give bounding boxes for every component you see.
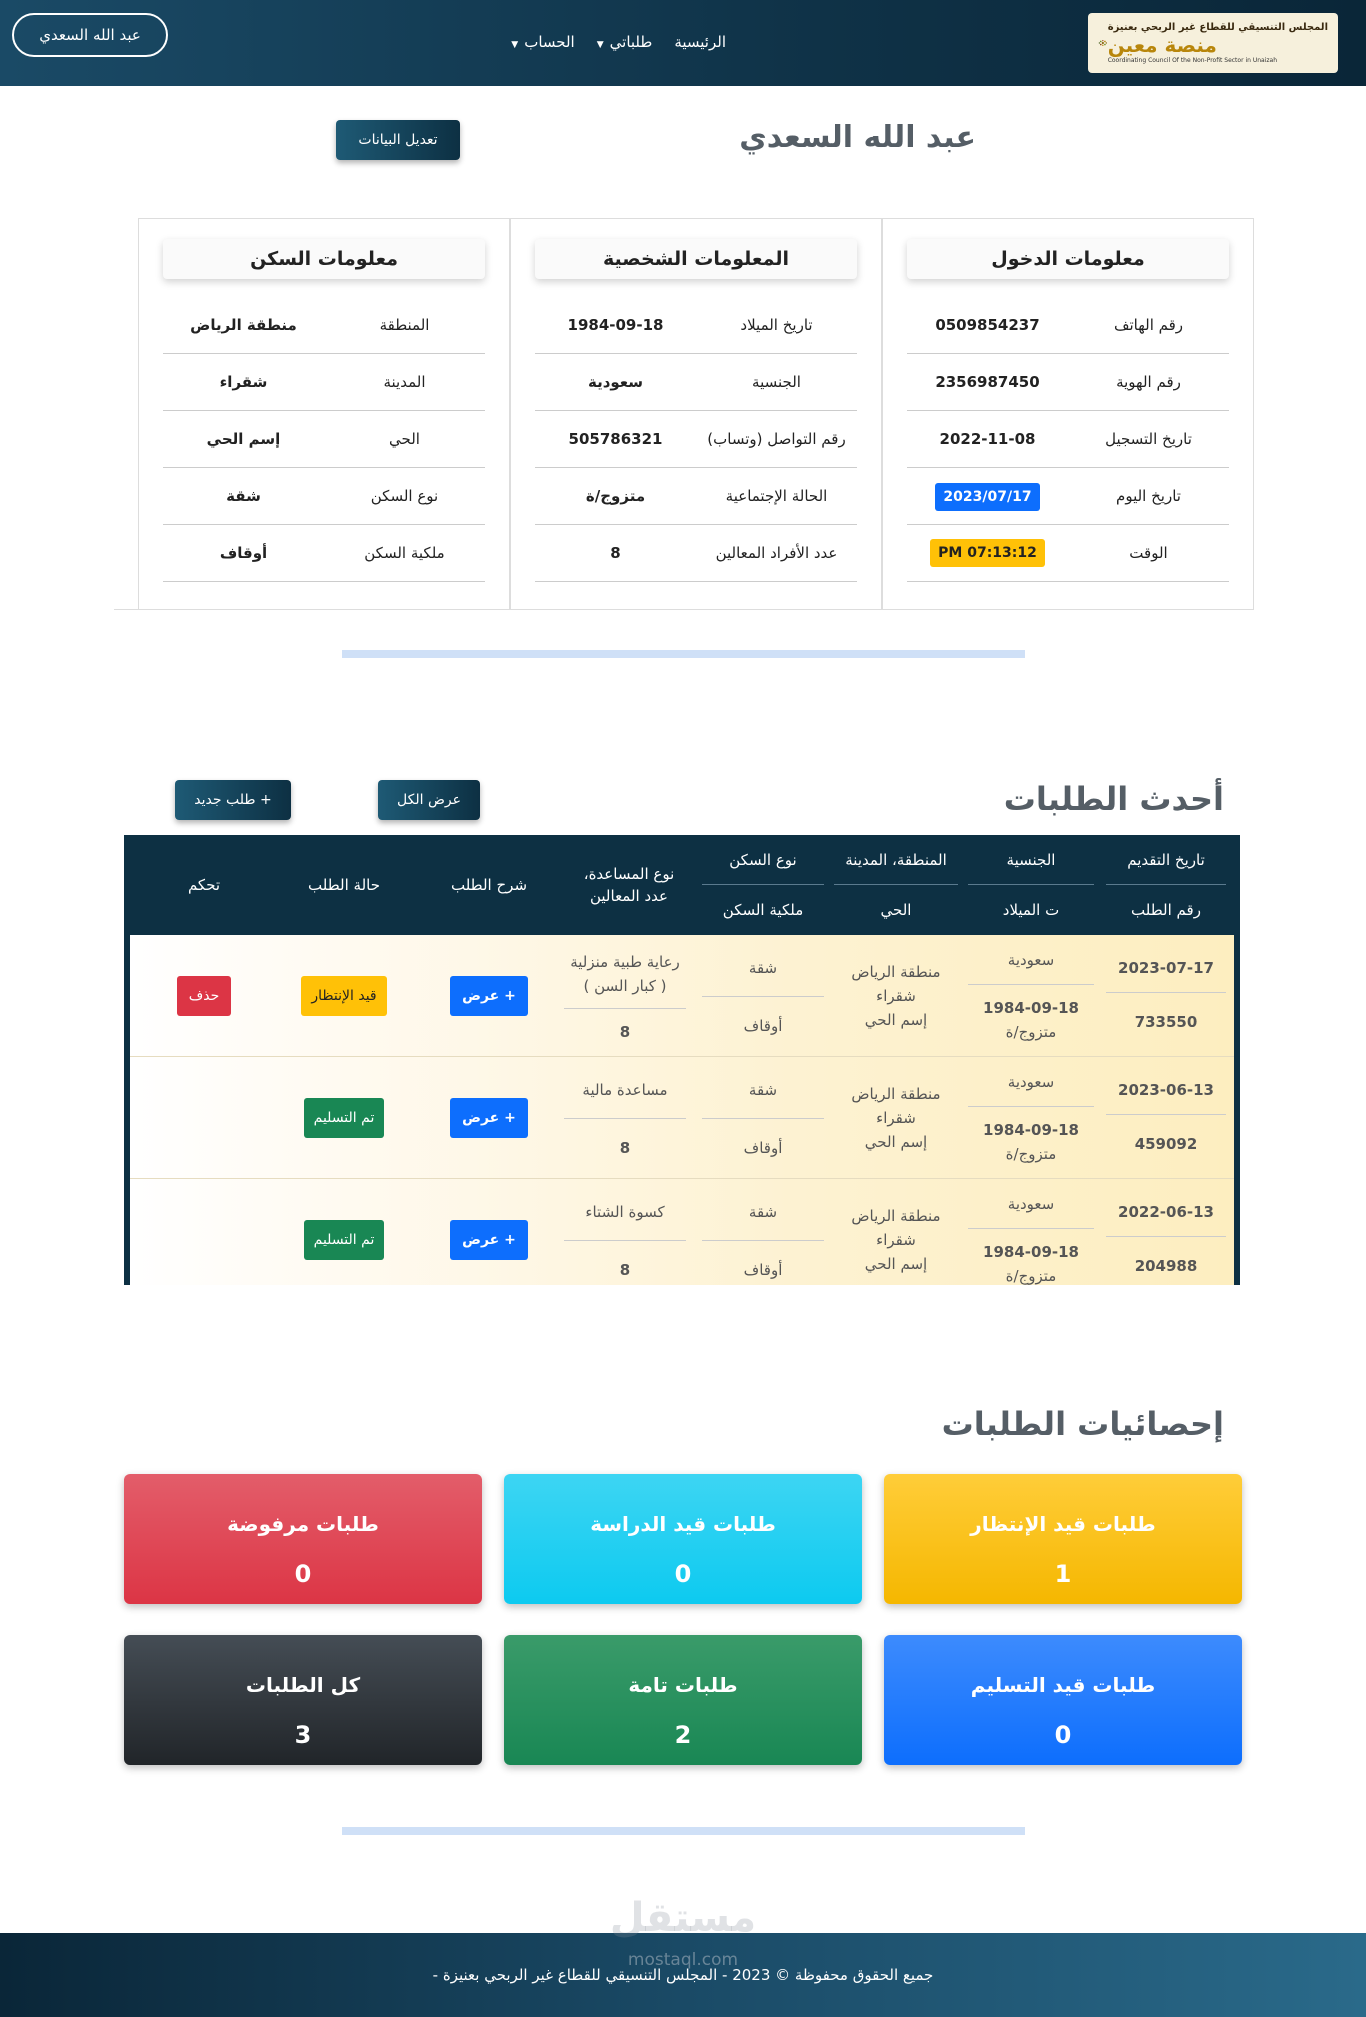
info-label: تاريخ اليوم: [1116, 487, 1181, 505]
th-description: شرح الطلب: [450, 876, 528, 894]
cell-control: [134, 935, 274, 1057]
nav-account-label: الحساب: [524, 33, 575, 51]
cell-dependents: 8: [619, 1261, 631, 1279]
info-label: الجنسية: [752, 373, 801, 391]
edit-profile-button[interactable]: تعديل البيانات: [336, 120, 460, 160]
stat-all[interactable]: [124, 1635, 482, 1765]
th-nationality: الجنسية: [968, 835, 1094, 885]
time-badge: PM 07:13:12: [930, 539, 1045, 567]
info-row: [535, 297, 857, 354]
stat-under-review[interactable]: [504, 1474, 862, 1604]
th-housing-type: نوع السكن: [702, 835, 824, 885]
info-row: [535, 468, 857, 525]
cell-birth: [968, 1231, 1094, 1285]
info-value: منطقة الرياض: [190, 316, 297, 334]
table-body: [130, 935, 1234, 1285]
info-label: المدينة: [383, 373, 426, 391]
login-info-card: [882, 218, 1254, 610]
info-row: [907, 297, 1229, 354]
cell-housing-type: شقة: [702, 1183, 824, 1241]
info-label: رقم الهاتف: [1113, 316, 1184, 334]
footer-text: جميع الحقوق محفوظة © 2023 - المجلس التنسيقي للقطاع غير الربحي بعنيزة -: [432, 1966, 934, 1984]
nav-home[interactable]: الرئيسية: [674, 33, 726, 51]
table-row: [130, 935, 1234, 1057]
th-ownership: ملكية السكن: [722, 901, 804, 919]
cell-date: 2023-06-13: [1106, 1065, 1226, 1115]
info-label: المنطقة: [379, 316, 430, 334]
info-value: شقة: [226, 487, 261, 505]
info-row: [163, 411, 485, 468]
card-title: المعلومات الشخصية: [535, 239, 857, 279]
status-badge: تم التسليم: [304, 1098, 385, 1138]
cell-req-no: 459092: [1134, 1135, 1198, 1153]
today-date-badge: 2023/07/17: [935, 483, 1039, 511]
info-value: [907, 539, 1068, 567]
profile-name: عبد الله السعدي: [739, 120, 976, 155]
cell-nationality: سعودية: [968, 1179, 1094, 1229]
cell-location: [834, 935, 958, 1057]
info-value: إسم الحي: [206, 430, 281, 448]
info-value: [907, 487, 1068, 505]
cell-view: [424, 935, 554, 1057]
cell-ownership: أوقاف: [743, 1017, 783, 1035]
info-value: 0509854237: [935, 316, 1040, 334]
cell-marital: متزوج/ة: [1005, 1267, 1057, 1285]
th-req-no: رقم الطلب: [1131, 901, 1201, 919]
status-badge: قيد الإنتظار: [301, 976, 386, 1016]
cell-birth: [968, 1109, 1094, 1175]
stats-title: إحصائيات الطلبات: [941, 1405, 1224, 1443]
stat-label: طلبات قيد الإنتظار: [970, 1512, 1156, 1536]
status-badge: تم التسليم: [304, 1220, 385, 1260]
info-label: ملكية السكن: [364, 544, 445, 562]
user-menu-button[interactable]: عبد الله السعدي: [12, 13, 168, 57]
cell-birth: [968, 987, 1094, 1053]
cell-region: منطقة الرياض: [851, 1085, 941, 1103]
info-row: [907, 468, 1229, 525]
cell-district: إسم الحي: [864, 1133, 928, 1151]
info-label: الحي: [389, 430, 420, 448]
info-row: [163, 525, 485, 582]
info-label: تاريخ الميلاد: [740, 316, 813, 334]
cell-status: [274, 1057, 414, 1179]
cell-control: [134, 1057, 274, 1179]
stat-value: 2: [674, 1721, 692, 1749]
cell-nationality: سعودية: [968, 1057, 1094, 1107]
cell-ownership: أوقاف: [743, 1139, 783, 1157]
info-row: [535, 525, 857, 582]
info-label: عدد الأفراد المعالين: [715, 544, 838, 562]
th-control: تحكم: [187, 876, 221, 894]
stat-value: 0: [294, 1560, 312, 1588]
watermark-url: mostaql.com: [627, 1950, 739, 1970]
th-date: تاريخ التقديم: [1106, 835, 1226, 885]
view-request-button[interactable]: + عرض: [450, 1098, 528, 1138]
stat-pending[interactable]: [884, 1474, 1242, 1604]
cell-birth-date: 1984-09-18: [983, 1243, 1079, 1261]
info-row: [163, 468, 485, 525]
stat-label: طلبات مرفوضة: [227, 1512, 379, 1536]
cell-aid-type: مساعدة مالية: [564, 1061, 686, 1119]
cell-control: [134, 1179, 274, 1285]
th-district: الحي: [880, 901, 912, 919]
stat-completed[interactable]: [504, 1635, 862, 1765]
stat-value: 0: [1054, 1721, 1072, 1749]
cell-ownership: أوقاف: [743, 1261, 783, 1279]
cell-city: شقراء: [876, 987, 916, 1005]
navbar: [0, 0, 1366, 86]
cell-req-no: 733550: [1134, 1013, 1198, 1031]
info-value: 8: [610, 544, 621, 562]
new-request-button[interactable]: + طلب جديد: [175, 780, 291, 820]
info-label: الوقت: [1129, 544, 1168, 562]
info-row: [535, 354, 857, 411]
stat-label: كل الطلبات: [245, 1673, 361, 1697]
info-row: [907, 354, 1229, 411]
th-birth: ت الميلاد: [1002, 901, 1060, 919]
section-divider: [342, 650, 1025, 658]
info-cards: [114, 218, 1254, 610]
info-label: رقم الهوية: [1116, 373, 1181, 391]
cell-status: [274, 935, 414, 1057]
cell-marital: متزوج/ة: [1005, 1023, 1057, 1041]
th-region-city: المنطقة، المدينة: [834, 835, 958, 885]
nav-menu: [511, 33, 726, 51]
requests-title: أحدث الطلبات: [1003, 780, 1224, 818]
cell-dependents: 8: [619, 1139, 631, 1157]
cell-region: منطقة الرياض: [851, 963, 941, 981]
cell-req-no: 204988: [1134, 1257, 1198, 1275]
cell-city: شقراء: [876, 1231, 916, 1249]
info-row: [907, 411, 1229, 468]
cell-location: [834, 1057, 958, 1179]
info-row: [163, 297, 485, 354]
cell-housing-type: شقة: [702, 939, 824, 997]
cell-date: 2022-06-13: [1106, 1187, 1226, 1237]
stat-value: 1: [1054, 1560, 1072, 1588]
brand-line1: المجلس التنسيقي للقطاع غير الربحي بعنيزة: [1107, 22, 1328, 33]
card-title: معلومات الدخول: [907, 239, 1229, 279]
view-request-button[interactable]: + عرض: [450, 976, 528, 1016]
nav-account[interactable]: [511, 33, 574, 51]
cell-nationality: سعودية: [968, 935, 1094, 985]
info-value: 2356987450: [935, 373, 1040, 391]
info-value: 2022-11-08: [939, 430, 1036, 448]
brand-line3: Coordinating Council Of the Non-Profit Sector in Unaizah: [1107, 57, 1277, 64]
section-divider: [342, 1827, 1025, 1835]
personal-info-card: [510, 218, 882, 610]
cell-aid-type: رعاية طبية منزلية ( كبار السن ): [564, 939, 686, 1009]
caret-down-icon: ▼: [511, 40, 519, 50]
cell-city: شقراء: [876, 1109, 916, 1127]
cell-date: 2023-07-17: [1106, 943, 1226, 993]
brand-text: [1108, 22, 1328, 64]
people-circle-icon: [1098, 20, 1108, 66]
cell-district: إسم الحي: [864, 1011, 928, 1029]
info-value: متزوج/ة: [585, 487, 646, 505]
cell-region: منطقة الرياض: [851, 1207, 941, 1225]
th-aid-type: نوع المساعدة، عدد المعالين: [583, 865, 675, 905]
cell-marital: متزوج/ة: [1005, 1145, 1057, 1163]
caret-down-icon: ▼: [596, 40, 604, 50]
view-request-button[interactable]: + عرض: [450, 1220, 528, 1260]
brand-logo[interactable]: [1088, 13, 1338, 73]
info-label: رقم التواصل (وتساب): [707, 430, 846, 448]
delete-request-button[interactable]: حذف: [177, 976, 232, 1016]
info-label: تاريخ التسجيل: [1105, 430, 1192, 448]
footer: [0, 1933, 1366, 2017]
cell-birth-date: 1984-09-18: [983, 1121, 1079, 1139]
cell-status: [274, 1179, 414, 1285]
view-all-button[interactable]: عرض الكل: [378, 780, 480, 820]
table-row: [130, 1179, 1234, 1285]
info-row: [535, 411, 857, 468]
th-status: حالة الطلب: [308, 876, 380, 894]
info-row: [163, 354, 485, 411]
watermark-logo: مستقل: [609, 1895, 757, 1941]
cell-location: [834, 1179, 958, 1285]
card-title: معلومات السكن: [163, 239, 485, 279]
stat-label: طلبات قيد التسليم: [970, 1673, 1156, 1697]
nav-requests-label: طلباتي: [609, 33, 653, 51]
stat-rejected[interactable]: [124, 1474, 482, 1604]
info-value: سعودية: [587, 373, 644, 391]
cell-view: [424, 1179, 554, 1285]
info-value: شقراء: [219, 373, 268, 391]
stat-label: طلبات قيد الدراسة: [590, 1512, 776, 1536]
stat-value: 3: [294, 1721, 312, 1749]
cell-dependents: 8: [619, 1023, 631, 1041]
cell-view: [424, 1057, 554, 1179]
info-row: [907, 525, 1229, 582]
cell-housing-type: شقة: [702, 1061, 824, 1119]
info-label: نوع السكن: [370, 487, 439, 505]
cell-district: إسم الحي: [864, 1255, 928, 1273]
info-value: 1984-09-18: [567, 316, 664, 334]
nav-requests[interactable]: [597, 33, 653, 51]
info-value: 505786321: [568, 430, 663, 448]
stat-delivering[interactable]: [884, 1635, 1242, 1765]
brand-line2: منصة معين: [1107, 33, 1217, 57]
cell-aid-type: كسوة الشتاء: [564, 1183, 686, 1241]
info-label: الحالة الإجتماعية: [725, 487, 828, 505]
table-header: [130, 835, 1234, 935]
cell-birth-date: 1984-09-18: [983, 999, 1079, 1017]
stat-label: طلبات تامة: [628, 1673, 738, 1697]
stat-value: 0: [674, 1560, 692, 1588]
housing-info-card: [138, 218, 510, 610]
info-value: أوقاف: [219, 544, 268, 562]
requests-table: [124, 835, 1240, 1285]
table-row: [130, 1057, 1234, 1179]
